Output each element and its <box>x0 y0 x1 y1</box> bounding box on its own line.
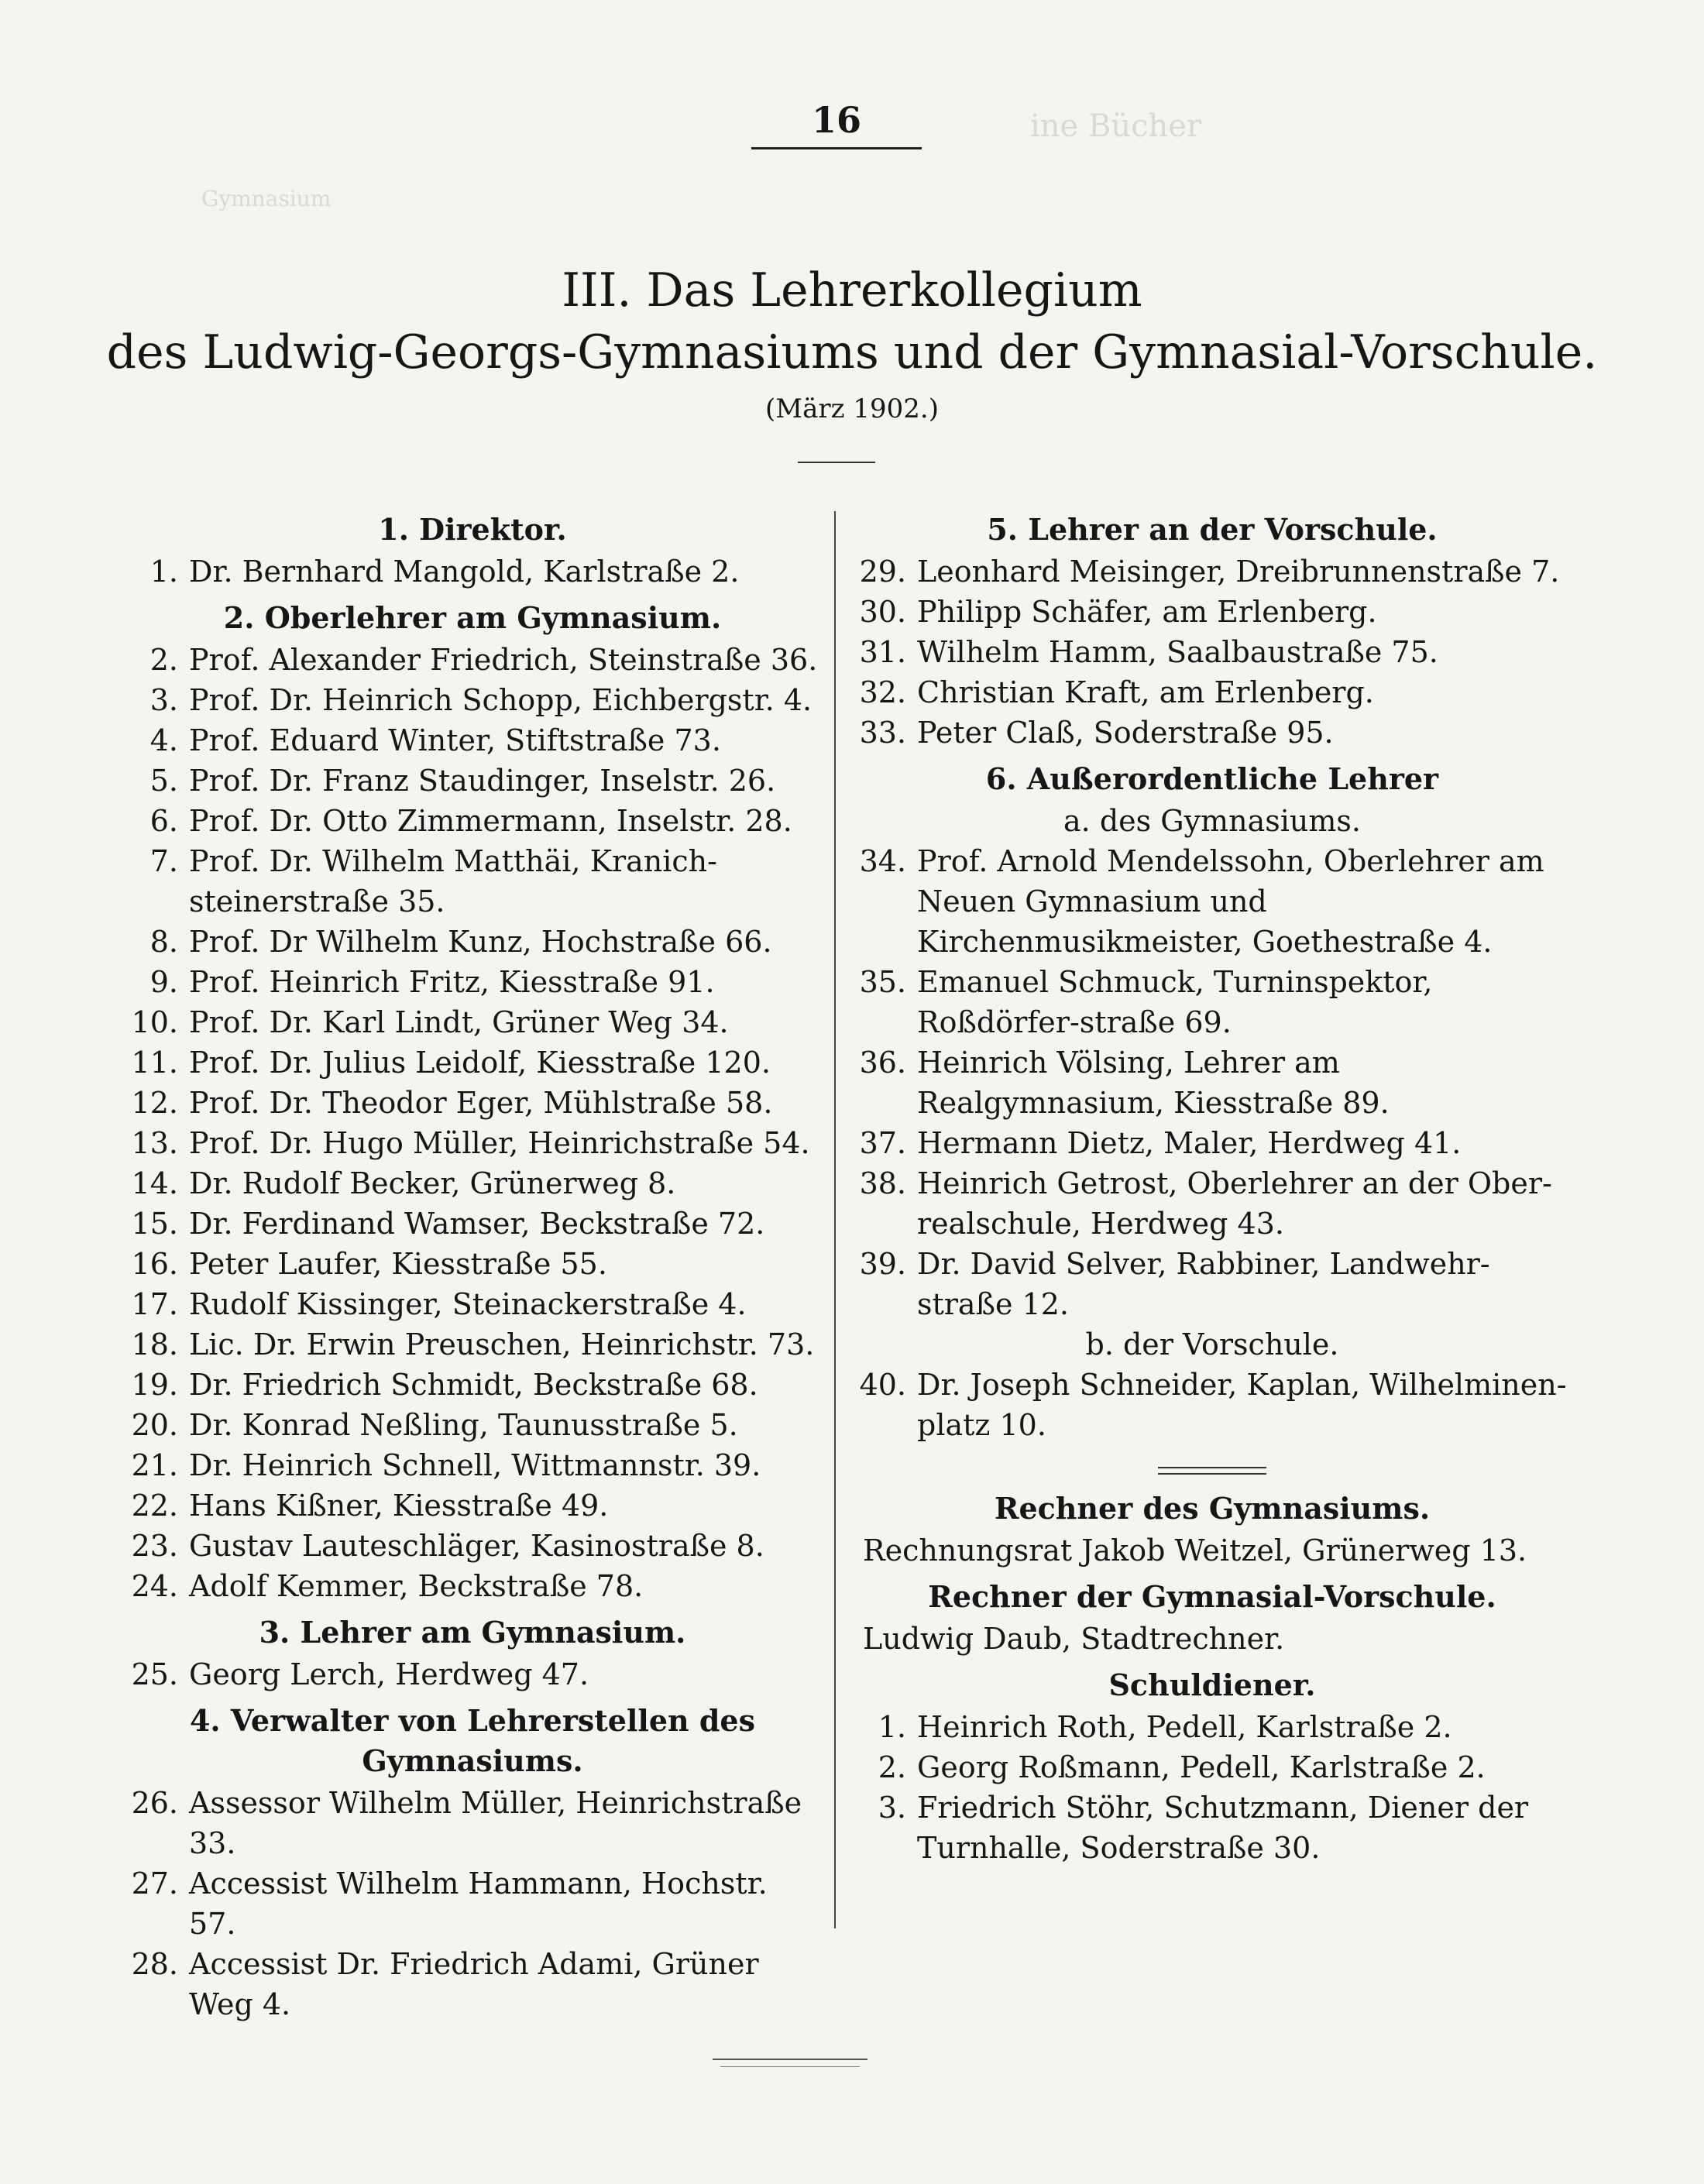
list-item: 28. Accessist Dr. Friedrich Adami, Grüner Weg 4. <box>131 1947 759 2021</box>
list-item: 8. Prof. Dr Wilhelm Kunz, Hochstraße 66. <box>149 925 772 959</box>
subsection-heading: b. der Vorschule. <box>1085 1327 1339 1362</box>
double-rule <box>1158 1467 1266 1475</box>
rechner-vorschule-text: Ludwig Daub, Stadtrechner. <box>863 1622 1285 1656</box>
section-heading: 5. Lehrer an der Vorschule. <box>987 512 1438 547</box>
list-item: 37. Hermann Dietz, Maler, Herdweg 41. <box>859 1126 1462 1160</box>
left-column <box>124 503 821 2024</box>
list-item: 29. Leonhard Meisinger, Dreibrunnenstraße 7. <box>859 555 1560 589</box>
rechner-gymnasium-text: Rechnungsrat Jakob Weitzel, Grünerweg 13. <box>863 1533 1527 1568</box>
subsection-heading: a. des Gymnasiums. <box>1063 804 1361 838</box>
section-heading: 1. Direktor. <box>378 512 567 547</box>
list-item: 27. Accessist Wilhelm Hammann, Hochstr. 57. <box>131 1866 768 1941</box>
list-item: 16. Peter Laufer, Kiesstraße 55. <box>131 1247 607 1281</box>
list-item: 6. Prof. Dr. Otto Zimmermann, Inselstr. 28. <box>149 804 792 838</box>
list-item: 12. Prof. Dr. Theodor Eger, Mühlstraße 58. <box>131 1086 773 1120</box>
list-item: 19. Dr. Friedrich Schmidt, Beckstraße 68. <box>131 1368 758 1402</box>
column-divider <box>834 511 836 1928</box>
right-column <box>852 503 1572 1868</box>
section-heading: 3. Lehrer am Gymnasium. <box>259 1615 686 1650</box>
list-item: 17. Rudolf Kissinger, Steinackerstraße 4. <box>131 1287 747 1321</box>
list-item: 32. Christian Kraft, am Erlenberg. <box>859 675 1374 709</box>
footer-rule <box>713 2059 867 2060</box>
list-item: 40. Dr. Joseph Schneider, Kaplan, Wilhelminen-platz 10. <box>859 1368 1567 1442</box>
section-heading: 4. Verwalter von Lehrerstellen des Gymnasiums. <box>189 1703 756 1778</box>
list-item: 22. Hans Kißner, Kiesstraße 49. <box>131 1489 609 1523</box>
list-item: 10. Prof. Dr. Karl Lindt, Grüner Weg 34. <box>131 1005 729 1039</box>
list-item: 3. Prof. Dr. Heinrich Schopp, Eichbergstr. 4. <box>149 683 812 717</box>
page-number: 16 <box>751 99 922 149</box>
list-item: 38. Heinrich Getrost, Oberlehrer an der Ober-realschule, Herdweg 43. <box>859 1166 1552 1241</box>
list-item: 5. Prof. Dr. Franz Staudinger, Inselstr. 26. <box>149 764 776 798</box>
list-item: 33. Peter Claß, Soderstraße 95. <box>859 716 1334 750</box>
list-item: 24. Adolf Kemmer, Beckstraße 78. <box>131 1569 644 1603</box>
list-item: 20. Dr. Konrad Neßling, Taunusstraße 5. <box>131 1408 738 1442</box>
list-item: 4. Prof. Eduard Winter, Stiftstraße 73. <box>149 723 721 757</box>
list-item: 1. Dr. Bernhard Mangold, Karlstraße 2. <box>149 555 740 589</box>
list-item: 13. Prof. Dr. Hugo Müller, Heinrichstraße 54. <box>131 1126 810 1160</box>
footer-rule <box>720 2066 860 2067</box>
list-item: 23. Gustav Lauteschläger, Kasinostraße 8. <box>131 1529 764 1563</box>
section-heading: Schuldiener. <box>1108 1667 1316 1702</box>
list-item: 2. Prof. Alexander Friedrich, Steinstraße 36. <box>149 643 818 677</box>
list-item: 14. Dr. Rudolf Becker, Grünerweg 8. <box>131 1166 676 1200</box>
list-item: 31. Wilhelm Hamm, Saalbaustraße 75. <box>859 635 1438 669</box>
section-title: III. Das Lehrerkollegium <box>562 263 1142 318</box>
list-item: 35. Emanuel Schmuck, Turninspektor, Roßdörfer-straße 69. <box>859 965 1433 1039</box>
date-line: (März 1902.) <box>765 393 939 424</box>
section-heading: 6. Außerordentliche Lehrer <box>985 761 1439 796</box>
list-item: 26. Assessor Wilhelm Müller, Heinrichstraße 33. <box>131 1786 802 1860</box>
list-item: 2. Georg Roßmann, Pedell, Karlstraße 2. <box>878 1750 1486 1784</box>
list-item: 34. Prof. Arnold Mendelssohn, Oberlehrer am Neuen Gymnasium und Kirchenmusikmeister, Goethestraße 4. <box>859 844 1544 959</box>
list-item: 21. Dr. Heinrich Schnell, Wittmannstr. 39. <box>131 1448 761 1482</box>
title-rule <box>798 462 875 463</box>
list-item: 30. Philipp Schäfer, am Erlenberg. <box>859 595 1377 629</box>
list-item: 7. Prof. Dr. Wilhelm Matthäi, Kranich-steinerstraße 35. <box>149 844 717 919</box>
section-subtitle: des Ludwig-Georgs-Gymnasiums und der Gymnasial-Vorschule. <box>106 325 1598 379</box>
list-item: 39. Dr. David Selver, Rabbiner, Landwehr-straße 12. <box>859 1247 1490 1321</box>
list-item: 3. Friedrich Stöhr, Schutzmann, Diener der Turnhalle, Soderstraße 30. <box>878 1791 1529 1865</box>
list-item: 15. Dr. Ferdinand Wamser, Beckstraße 72. <box>131 1207 765 1241</box>
list-item: 1. Heinrich Roth, Pedell, Karlstraße 2. <box>878 1710 1452 1744</box>
list-item: 11. Prof. Dr. Julius Leidolf, Kiesstraße 120. <box>131 1046 771 1080</box>
list-item: 25. Georg Lerch, Herdweg 47. <box>131 1657 589 1691</box>
list-item: 9. Prof. Heinrich Fritz, Kiesstraße 91. <box>149 965 715 999</box>
list-item: 18. Lic. Dr. Erwin Preuschen, Heinrichstr. 73. <box>131 1327 815 1362</box>
section-heading: Rechner der Gymnasial-Vorschule. <box>928 1579 1496 1614</box>
section-heading: 2. Oberlehrer am Gymnasium. <box>223 600 722 635</box>
list-item: 36. Heinrich Völsing, Lehrer am Realgymnasium, Kiesstraße 89. <box>859 1046 1390 1120</box>
section-heading: Rechner des Gymnasiums. <box>994 1491 1431 1526</box>
